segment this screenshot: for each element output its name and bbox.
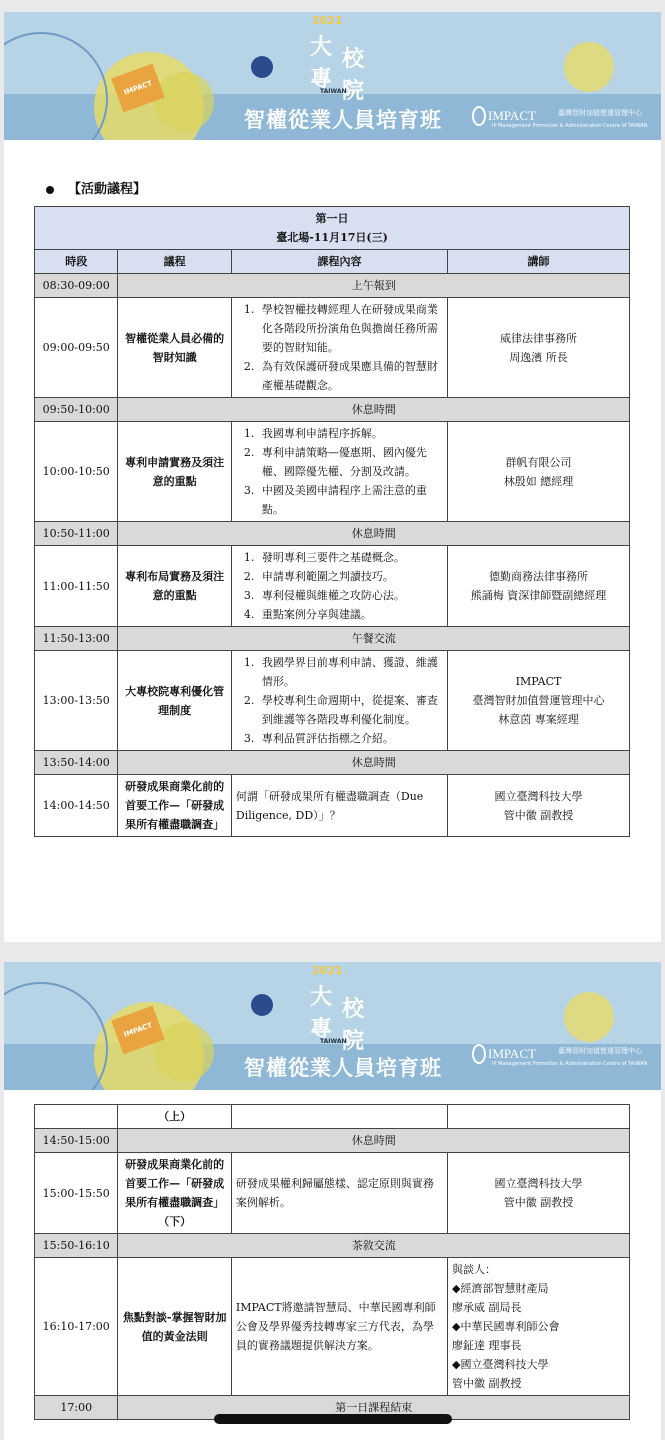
- speaker-line: 廖承威 副局長: [452, 1301, 522, 1314]
- content-text: 研發成果權利歸屬態樣、認定原則與實務案例解析。: [235, 1177, 434, 1209]
- section-heading: 【活動議程】: [46, 178, 146, 197]
- speaker-line: 周逸濱 所長: [509, 350, 568, 364]
- speaker-line: 廖鉦達 理事長: [452, 1339, 522, 1352]
- row-break-label: 午餐交流: [118, 627, 630, 651]
- banner-title: 智權從業人員培育班: [244, 108, 442, 132]
- row-speaker: [448, 1258, 630, 1396]
- banner-big-2: 校: [342, 47, 365, 72]
- banner-taiwan-2: TAIWAN: [320, 1038, 347, 1045]
- row-content: [231, 651, 447, 751]
- row-time: 15:00-15:50: [35, 1153, 118, 1234]
- header-topic: 議程: [118, 250, 231, 274]
- list-item: 4. 重點案例分享與建議。: [258, 605, 443, 624]
- banner-year: 2021: [312, 14, 343, 27]
- row-break-label: 休息時間: [118, 751, 630, 775]
- table-row: [35, 1234, 630, 1258]
- content-text: 何謂「研發成果所有權盡職調查（Due Diligence, DD）」？: [235, 789, 424, 822]
- row-time: 14:00-14:50: [35, 775, 118, 837]
- row-content: [231, 298, 447, 398]
- row-break-label: 休息時間: [118, 522, 630, 546]
- bullet-icon: [46, 186, 54, 194]
- row-break-label: 第一日課程結束: [118, 1396, 630, 1420]
- speaker-line: 管中徽 副教授: [503, 1196, 574, 1209]
- row-speaker: [448, 1153, 630, 1234]
- row-time: 13:50-14:00: [35, 751, 118, 775]
- table-row: [35, 298, 630, 398]
- banner-big-4: 院: [342, 79, 365, 104]
- row-topic: 焦點對談-掌握智財加值的黃金法則: [118, 1258, 231, 1396]
- list-item: 3. 專利品質評估指標之介紹。: [258, 729, 443, 748]
- banner-year-2: 2021: [312, 964, 343, 977]
- table-row: [35, 775, 630, 837]
- row-time: 10:00-10:50: [35, 422, 118, 522]
- banner-big-1: 大: [310, 35, 333, 60]
- row-time: 09:50-10:00: [35, 398, 118, 422]
- speaker-line: 林殷如 總經理: [503, 474, 574, 488]
- row-break-label: 茶敘交流: [118, 1234, 630, 1258]
- speaker-line: ◆經濟部智慧財產局: [452, 1282, 549, 1295]
- day-title: 第一日 臺北場-11月17日(三): [35, 207, 630, 250]
- row-content: [231, 422, 447, 522]
- row-time: 15:50-16:10: [35, 1234, 118, 1258]
- row-content: [231, 775, 447, 837]
- list-item: 2. 為有效保護研發成果應具備的智慧財產權基礎觀念。: [258, 357, 443, 395]
- banner: [4, 12, 661, 140]
- content-list: [236, 548, 443, 624]
- row-break-label: 休息時間: [118, 398, 630, 422]
- row-topic: 專利布局實務及須注意的重點: [118, 546, 231, 627]
- row-time: 17:00: [35, 1396, 118, 1420]
- speaker-line: 管中徽 副教授: [503, 808, 574, 822]
- list-item: 2. 學校專利生命週期中，從提案、審查到維護等各階段專利優化制度。: [258, 691, 443, 729]
- speaker-line: 德勤商務法律事務所: [489, 570, 589, 583]
- row-topic: 研發成果商業化前的首要工作—「研發成果所有權盡職調查」: [118, 775, 231, 837]
- table-row: [35, 751, 630, 775]
- list-item: 1. 發明專利三要件之基礎概念。: [258, 548, 443, 567]
- banner-big-3: 專: [310, 67, 333, 92]
- speaker-line: 熊誦梅 資深律師暨副總經理: [470, 589, 607, 602]
- header-content: 課程內容: [231, 250, 447, 274]
- page-1: [4, 12, 661, 942]
- content-list: [236, 424, 443, 519]
- table-row: [35, 1105, 630, 1129]
- row-content: [231, 1153, 447, 1234]
- row-time: 11:00-11:50: [35, 546, 118, 627]
- table-row: [35, 651, 630, 751]
- speaker-line: 林意茵 專案經理: [498, 713, 579, 726]
- content-list: [236, 300, 443, 395]
- speaker-line: 國立臺灣科技大學: [494, 789, 583, 803]
- row-break-label: 上午報到: [118, 274, 630, 298]
- list-item: 1. 學校智權技轉經理人在研發成果商業化各階段所扮演角色與擔崗任務所需要的智財知能。: [258, 300, 443, 357]
- agenda-table-page1: [34, 206, 630, 837]
- row-topic: 研發成果商業化前的首要工作—「研發成果所有權盡職調查」（下）: [118, 1153, 231, 1234]
- impact-logo-2: IMPACT 臺灣智財加值營運管理中心 IP Management Promotion & Administration Centre of TAIWAN: [472, 1044, 642, 1066]
- table-row: [35, 546, 630, 627]
- list-item: 2. 專利申請策略—優惠期、國內優先權、國際優先權、分割及改請。: [258, 443, 443, 481]
- header-time: 時段: [35, 250, 118, 274]
- book-illustration-2: IMPACT: [111, 1006, 165, 1055]
- row-speaker: [448, 1105, 630, 1129]
- row-content: [231, 546, 447, 627]
- speaker-line: 與談人：: [452, 1263, 497, 1276]
- speaker-line: 臺灣智財加值營運管理中心: [472, 694, 605, 707]
- home-indicator[interactable]: [214, 1414, 452, 1424]
- list-item: 2. 申請專利範圍之判讀技巧。: [258, 567, 443, 586]
- speaker-line: 群帆有限公司: [505, 455, 572, 469]
- row-speaker: [448, 546, 630, 627]
- table-row: [35, 1258, 630, 1396]
- row-time: 10:50-11:00: [35, 522, 118, 546]
- banner2-big-2: 校: [342, 997, 365, 1022]
- row-speaker: [448, 651, 630, 751]
- row-speaker: [448, 775, 630, 837]
- row-break-label: 休息時間: [118, 1129, 630, 1153]
- banner2-big-4: 院: [342, 1029, 365, 1054]
- banner-title-2: 智權從業人員培育班: [244, 1056, 442, 1080]
- speaker-line: 國立臺灣科技大學: [494, 1177, 583, 1190]
- row-topic: 智權從業人員必備的智財知識: [118, 298, 231, 398]
- table-row: [35, 274, 630, 298]
- list-item: 3. 中國及美國申請程序上需注意的重點。: [258, 481, 443, 519]
- list-item: 1. 我國專利申請程序拆解。: [258, 424, 443, 443]
- speaker-line: 管中徽 副教授: [452, 1377, 522, 1390]
- row-content: [231, 1105, 447, 1129]
- page-2: [4, 962, 661, 1440]
- row-time: 08:30-09:00: [35, 274, 118, 298]
- table-row: [35, 627, 630, 651]
- row-time: 16:10-17:00: [35, 1258, 118, 1396]
- header-speaker: 講師: [448, 250, 630, 274]
- row-content: [231, 1258, 447, 1396]
- row-speaker: [448, 298, 630, 398]
- table-row: [35, 422, 630, 522]
- row-topic: 大專校院專利優化管理制度: [118, 651, 231, 751]
- row-time: 09:00-09:50: [35, 298, 118, 398]
- banner-taiwan: TAIWAN: [320, 88, 347, 95]
- agenda-table-page2: [34, 1104, 630, 1420]
- content-text: IMPACT將邀請智慧局、中華民國專利師公會及學界優秀技轉專家三方代表，為學員的實務議題提供解決方案。: [235, 1301, 436, 1352]
- content-list: [236, 653, 443, 748]
- banner-2: [4, 962, 661, 1090]
- row-time: 11:50-13:00: [35, 627, 118, 651]
- impact-logo-icon: [472, 106, 486, 126]
- speaker-line: 威律法律事務所: [500, 331, 578, 345]
- table-row: [35, 1153, 630, 1234]
- impact-logo: IMPACT 臺灣智財加值營運管理中心 IP Management Promotion & Administration Centre of TAIWAN: [472, 106, 642, 128]
- banner2-big-3: 專: [310, 1017, 333, 1042]
- book-illustration: IMPACT: [111, 64, 165, 113]
- impact-logo-icon-2: [472, 1044, 486, 1064]
- speaker-line: ◆國立臺灣科技大學: [452, 1358, 549, 1371]
- table-row: [35, 398, 630, 422]
- speaker-line: IMPACT: [515, 675, 562, 688]
- list-item: 1. 我國學界目前專利申請、獲證、維護情形。: [258, 653, 443, 691]
- row-topic: 專利申請實務及須注意的重點: [118, 422, 231, 522]
- list-item: 3. 專利侵權與維權之攻防心法。: [258, 586, 443, 605]
- banner2-big-1: 大: [310, 985, 333, 1010]
- table-row: [35, 1129, 630, 1153]
- row-speaker: [448, 422, 630, 522]
- speaker-line: ◆中華民國專利師公會: [452, 1320, 560, 1333]
- row-time: 13:00-13:50: [35, 651, 118, 751]
- row-time: [35, 1105, 118, 1129]
- table-row: [35, 522, 630, 546]
- row-topic: （上）: [118, 1105, 231, 1129]
- row-time: 14:50-15:00: [35, 1129, 118, 1153]
